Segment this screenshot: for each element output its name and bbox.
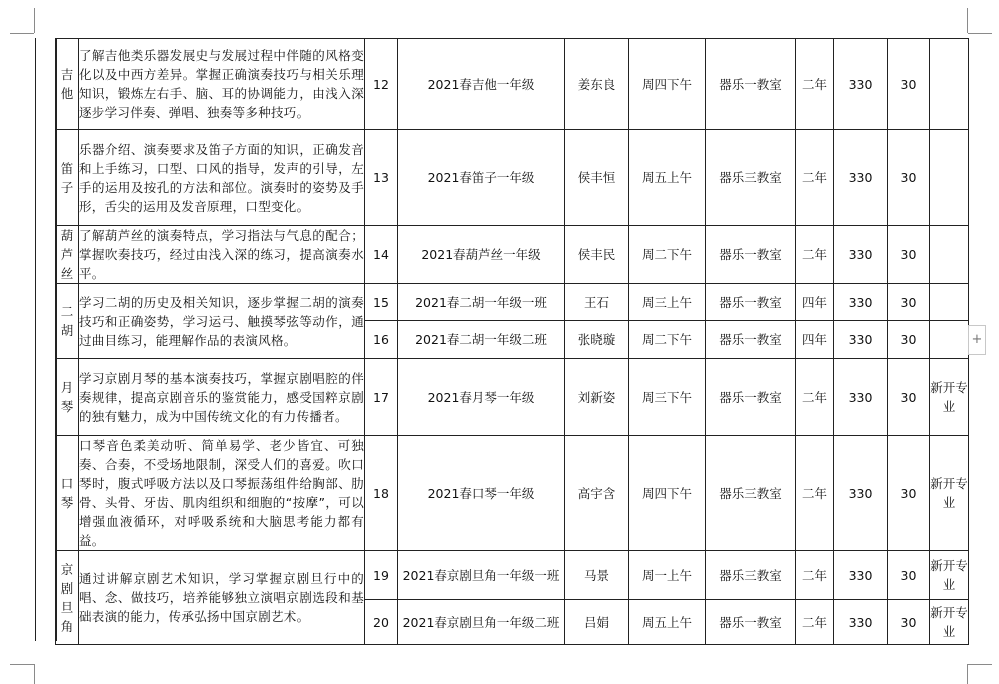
class-time-cell: 周四下午 [629,39,706,130]
class-number-cell: 16 [365,321,398,359]
class-name-cell: 2021春月琴一年级 [398,359,565,436]
classroom-cell: 器乐一教室 [706,39,796,130]
capacity-cell: 30 [888,551,930,600]
class-number-cell: 15 [365,284,398,321]
margin-mark-bottom-left-v [34,664,35,684]
fee-cell: 330 [834,226,888,284]
classroom-cell: 器乐一教室 [706,284,796,321]
class-number-cell: 19 [365,551,398,600]
course-description-cell: 了解葫芦丝的演奏特点，学习指法与气息的配合；掌握吹奏技巧，经过由浅入深的练习，提高演奏水平。 [79,226,365,284]
teacher-cell: 高宇含 [565,436,629,551]
teacher-cell: 侯丰恒 [565,130,629,226]
duration-cell: 四年 [796,321,834,359]
class-name-cell: 2021春吉他一年级 [398,39,565,130]
margin-mark-bottom-left-h [10,664,34,665]
course-name-cell: 口琴 [56,436,79,551]
course-description-cell: 学习二胡的历史及相关知识，逐步掌握二胡的演奏技巧和正确姿势，学习运弓、触摸琴弦等动作，通过曲目练习，能理解作品的表演风格。 [79,284,365,359]
classroom-cell: 器乐一教室 [706,600,796,645]
class-name-cell: 2021春口琴一年级 [398,436,565,551]
capacity-cell: 30 [888,130,930,226]
capacity-cell: 30 [888,359,930,436]
class-name-cell: 2021春笛子一年级 [398,130,565,226]
class-name-cell: 2021春二胡一年级一班 [398,284,565,321]
course-name-cell: 京剧旦角 [56,551,79,645]
classroom-cell: 器乐三教室 [706,551,796,600]
class-name-cell: 2021春二胡一年级二班 [398,321,565,359]
note-cell: 新开专业 [930,551,969,600]
class-time-cell: 周五上午 [629,130,706,226]
class-time-cell: 周二下午 [629,226,706,284]
table-row [56,359,969,436]
capacity-cell: 30 [888,436,930,551]
table-row [56,436,969,551]
duration-cell: 二年 [796,551,834,600]
teacher-cell: 吕娟 [565,600,629,645]
capacity-cell: 30 [888,600,930,645]
classroom-cell: 器乐一教室 [706,321,796,359]
class-number-cell: 18 [365,436,398,551]
table-row [56,130,969,226]
course-description-cell: 乐器介绍、演奏要求及笛子方面的知识，正确发音和上手练习，口型、口风的指导，发声的引导，左手的运用及按孔的方法和部位。演奏时的姿势及手形，舌尖的运用及发音原理，口型变化。 [79,130,365,226]
note-cell [930,130,969,226]
table-row [56,226,969,284]
class-name-cell: 2021春京剧旦角一年级一班 [398,551,565,600]
table-row [56,551,969,600]
classroom-cell: 器乐三教室 [706,436,796,551]
margin-mark-bottom-right-h [968,664,992,665]
fee-cell: 330 [834,130,888,226]
classroom-cell: 器乐一教室 [706,359,796,436]
classroom-cell: 器乐一教室 [706,226,796,284]
note-cell [930,226,969,284]
teacher-cell: 侯丰民 [565,226,629,284]
duration-cell: 二年 [796,226,834,284]
teacher-cell: 姜东良 [565,39,629,130]
fee-cell: 330 [834,436,888,551]
classroom-cell: 器乐三教室 [706,130,796,226]
fee-cell: 330 [834,359,888,436]
capacity-cell: 30 [888,226,930,284]
course-schedule-table [55,38,969,645]
course-name-cell: 葫芦丝 [56,226,79,284]
class-name-cell: 2021春京剧旦角一年级二班 [398,600,565,645]
course-name-cell: 笛子 [56,130,79,226]
capacity-cell: 30 [888,321,930,359]
class-number-cell: 13 [365,130,398,226]
margin-mark-bottom-right-v [967,664,968,684]
course-description-cell: 了解吉他类乐器发展史与发展过程中伴随的风格变化以及中西方差异。掌握正确演奏技巧与相关乐理知识，锻炼左右手、脑、耳的协调能力，由浅入深逐步学习伴奏、弹唱、独奏等多种技巧。 [79,39,365,130]
note-cell: 新开专业 [930,436,969,551]
class-time-cell: 周三下午 [629,359,706,436]
fee-cell: 330 [834,284,888,321]
teacher-cell: 王石 [565,284,629,321]
fee-cell: 330 [834,321,888,359]
margin-mark-top-left-v [34,8,35,33]
duration-cell: 二年 [796,359,834,436]
fee-cell: 330 [834,39,888,130]
class-time-cell: 周一上午 [629,551,706,600]
note-cell: 新开专业 [930,359,969,436]
duration-cell: 二年 [796,39,834,130]
note-cell [930,284,969,321]
class-number-cell: 17 [365,359,398,436]
table-left-merged-column [35,38,57,641]
table-row [56,284,969,321]
note-cell: 新开专业 [930,600,969,645]
class-time-cell: 周五上午 [629,600,706,645]
capacity-cell: 30 [888,284,930,321]
margin-mark-top-right-v [967,8,968,33]
course-name-cell: 吉他 [56,39,79,130]
class-time-cell: 周二下午 [629,321,706,359]
margin-mark-top-left-h [10,33,34,34]
capacity-cell: 30 [888,39,930,130]
course-description-cell: 学习京剧月琴的基本演奏技巧，掌握京剧唱腔的伴奏规律，提高京剧音乐的鉴赏能力，感受国粹京剧的独有魅力，成为中国传统文化的有力传播者。 [79,359,365,436]
class-number-cell: 20 [365,600,398,645]
margin-mark-top-right-h [968,33,992,34]
course-name-cell: 二胡 [56,284,79,359]
note-cell [930,321,969,359]
teacher-cell: 刘新姿 [565,359,629,436]
teacher-cell: 张晓璇 [565,321,629,359]
duration-cell: 二年 [796,130,834,226]
course-description-cell: 口琴音色柔美动听、简单易学、老少皆宜、可独奏、合奏，不受场地限制，深受人们的喜爱。吹口琴时，腹式呼吸方法以及口琴振荡组件给胸部、肋骨、头骨、牙齿、肌肉组织和细胞的“按摩”，可以增强血液循环，对呼吸系统和大脑思考能力都有益。 [79,436,365,551]
note-cell [930,39,969,130]
duration-cell: 二年 [796,600,834,645]
class-name-cell: 2021春葫芦丝一年级 [398,226,565,284]
fee-cell: 330 [834,600,888,645]
course-description-cell: 通过讲解京剧艺术知识，学习掌握京剧旦行中的唱、念、做技巧，培养能够独立演唱京剧选段和基础表演的能力，传承弘扬中国京剧艺术。 [79,551,365,645]
duration-cell: 二年 [796,436,834,551]
teacher-cell: 马景 [565,551,629,600]
duration-cell: 四年 [796,284,834,321]
course-name-cell: 月琴 [56,359,79,436]
class-time-cell: 周三上午 [629,284,706,321]
fee-cell: 330 [834,551,888,600]
table-row [56,39,969,130]
add-row-tab[interactable]: + [968,325,986,355]
class-time-cell: 周四下午 [629,436,706,551]
class-number-cell: 12 [365,39,398,130]
class-number-cell: 14 [365,226,398,284]
